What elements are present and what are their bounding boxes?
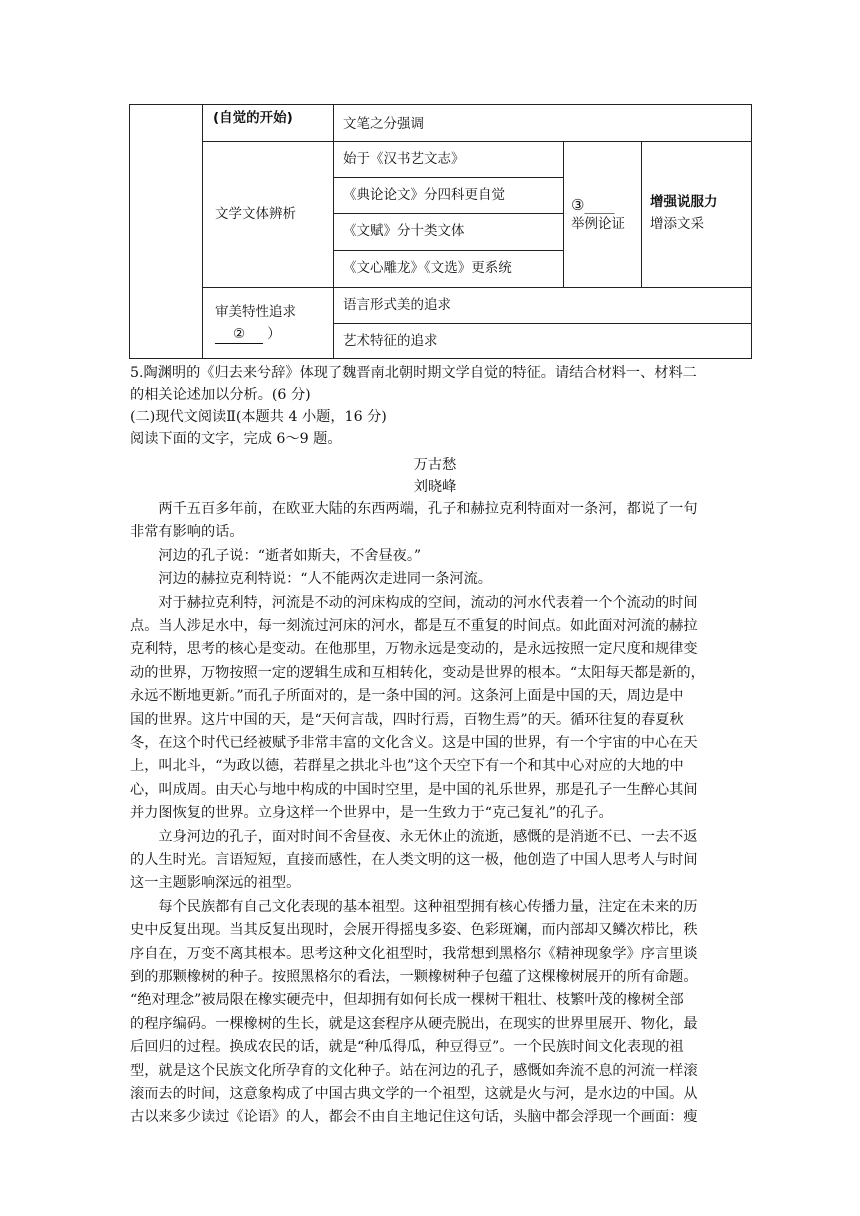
cell-genre-item-3: 《文赋》分十类文体 — [343, 223, 465, 239]
cell-artistic-feature: 艺术特征的追求 — [343, 333, 438, 349]
article-line: 立身河边的孔子，面对时间不舍昼夜、永无休止的流逝，感慨的是消逝不已、一去不返 — [130, 828, 698, 845]
table-row-sep-1 — [202, 141, 752, 142]
table-col-sep-2 — [333, 104, 334, 359]
cell-genre-item-1: 始于《汉书艺文志》 — [343, 151, 465, 167]
article-line: 永远不断地更新。”而孔子所面对的，是一条中国的河。这条河上面是中国的天，周边是中 — [130, 688, 684, 705]
article-line: 史中反复出现。当其反复出现时，会展开得摇曳多姿、色彩斑斓，而内部却又鳞次栉比，秩 — [130, 922, 698, 939]
article-line: 型，就是这个民族文化所孕育的文化种子。站在河边的孔子，感慨如奔流不息的河流一样滚 — [130, 1062, 698, 1079]
cell-genre-distinction: 文学文体辨析 — [215, 206, 296, 222]
article-line: “绝对理念”被局限在橡实硬壳中，但却拥有如何长成一棵树干粗壮、枝繁叶茂的橡树全部 — [130, 992, 684, 1009]
article-line: 并力图恢复的世界。立身这样一个世界中，是一生致力于“克己复礼”的孔子。 — [130, 805, 613, 822]
cell-literary-grace: 增添文采 — [650, 216, 704, 232]
article-line: 每个民族都有自己文化表现的基本祖型。这种祖型拥有核心传播力量，注定在未来的历 — [130, 898, 698, 915]
cell-aesthetic-pursuit: 审美特性追求 — [215, 304, 296, 320]
article-line: 非常有影响的话。 — [130, 524, 244, 541]
article-line: 两千五百多年前，在欧亚大陆的东西两端，孔子和赫拉克利特面对一条河，都说了一句 — [130, 501, 698, 517]
reading-instruction: 阅读下面的文字，完成 6～9 题。 — [130, 431, 342, 447]
article-title: 万古愁 — [413, 457, 457, 473]
article-line: 点。当人涉足水中，每一刻流过河床的河水，都是互不重复的时间点。如此面对河流的赫拉 — [130, 618, 698, 634]
cell-genre-item-4: 《文心雕龙》《文选》更系统 — [343, 260, 512, 276]
article-line: 古以来多少读过《论语》的人，都会不由自主地记住这句话，头脑中都会浮现一个画面：瘦 — [130, 1109, 698, 1126]
article-line: 动的世界，万物按照一定的逻辑生成和互相转化，变动是世界的根本。“太阳每天都是新的， — [130, 664, 705, 681]
table-col-sep-3 — [563, 141, 564, 287]
article-line: 的人生时光。言语短短，直接而感性，在人类文明的这一极，他创造了中国人思考人与时间 — [130, 852, 698, 868]
article-line: 到的那颗橡树的种子。按照黑格尔的看法，一颗橡树种子包蕴了这棵橡树展开的所有命题。 — [130, 969, 698, 985]
blank-2-paren: ） — [267, 326, 281, 342]
question-5-line-1: 5.陶渊明的《归去来兮辞》体现了魏晋南北朝时期文学自觉的特征。请结合材料一、材料二 — [130, 365, 697, 381]
article-line: 滚而去的时间，这意象构成了中国古典文学的一个祖型，这就是火与河，是水边的中国。从 — [130, 1086, 698, 1102]
section-heading: (二)现代文阅读Ⅱ(本题共 4 小题，16 分) — [130, 409, 387, 425]
table-row-sep-3 — [202, 287, 752, 288]
cell-self-awareness-start: (自觉的开始) — [213, 110, 293, 126]
article-line: 的程序编码。一棵橡树的生长，就是这套程序从硬壳脱出，在现实的世界里展开、物化，最 — [130, 1015, 698, 1032]
table-col-sep-1 — [202, 104, 203, 359]
cell-example-argument: 举例论证 — [571, 216, 625, 232]
table-row-sep-2a — [333, 177, 563, 178]
table-row-sep-4 — [333, 323, 752, 324]
cell-blank-2 — [215, 325, 281, 344]
table-col-sep-4 — [641, 141, 642, 287]
article-line: 对于赫拉克利特，河流是不动的河床构成的空间，流动的河水代表着一个个流动的时间 — [130, 594, 698, 611]
cell-wenbi-distinction: 文笔之分强调 — [343, 116, 424, 132]
cell-persuasiveness: 增强说服力 — [650, 194, 718, 210]
article-author: 刘晓峰 — [413, 479, 457, 495]
cell-language-form: 语言形式美的追求 — [343, 297, 451, 313]
article-line: 序自在，万变不离其根本。思考这种文化祖型时，我常想到黑格尔《精神现象学》序言里谈 — [130, 945, 698, 962]
table-border-right — [751, 104, 752, 359]
table-border-bottom — [129, 358, 752, 359]
question-5-line-2: 的相关论述加以分析。(6 分) — [130, 387, 311, 403]
article-line: 后回归的过程。换成农民的话，就是“种瓜得瓜，种豆得豆”。一个民族时间文化表现的祖 — [130, 1039, 684, 1056]
cell-genre-item-2: 《典论论文》分四科更自觉 — [343, 187, 505, 203]
table-border-left — [129, 104, 130, 359]
article-line: 河边的赫拉克利特说：“人不能两次走进同一条河流。 — [130, 571, 492, 588]
article-line: 上，叫北斗，“为政以德，若群星之拱北斗也”这个天空下有一个和其中心对应的大地的中 — [130, 758, 684, 775]
article-line: 克利特，思考的核心是变动。在他那里，万物永远是变动的，是永远按照一定尺度和规律变 — [130, 641, 698, 658]
blank-2-marker: ② — [215, 325, 263, 344]
article-line: 河边的孔子说：“逝者如斯夫，不舍昼夜。” — [130, 547, 422, 564]
table-row-sep-2b — [333, 213, 563, 214]
blank-3-marker: ③____ — [571, 196, 615, 214]
article-line: 心，叫成周。由天心与地中构成的中国时空里，是中国的礼乐世界，那是孔子一生醉心其间 — [130, 781, 698, 798]
article-line: 国的世界。这片中国的天，是“天何言哉，四时行焉，百物生焉”的天。循环往复的春夏秋 — [130, 711, 684, 728]
summary-table — [129, 104, 752, 359]
article-line: 冬，在这个时代已经被赋予非常丰富的文化含义。这是中国的世界，有一个宇宙的中心在天 — [130, 735, 698, 751]
article-line: 这一主题影响深远的祖型。 — [130, 875, 301, 892]
table-row-sep-2c — [333, 250, 563, 251]
table-border-top — [129, 104, 752, 105]
